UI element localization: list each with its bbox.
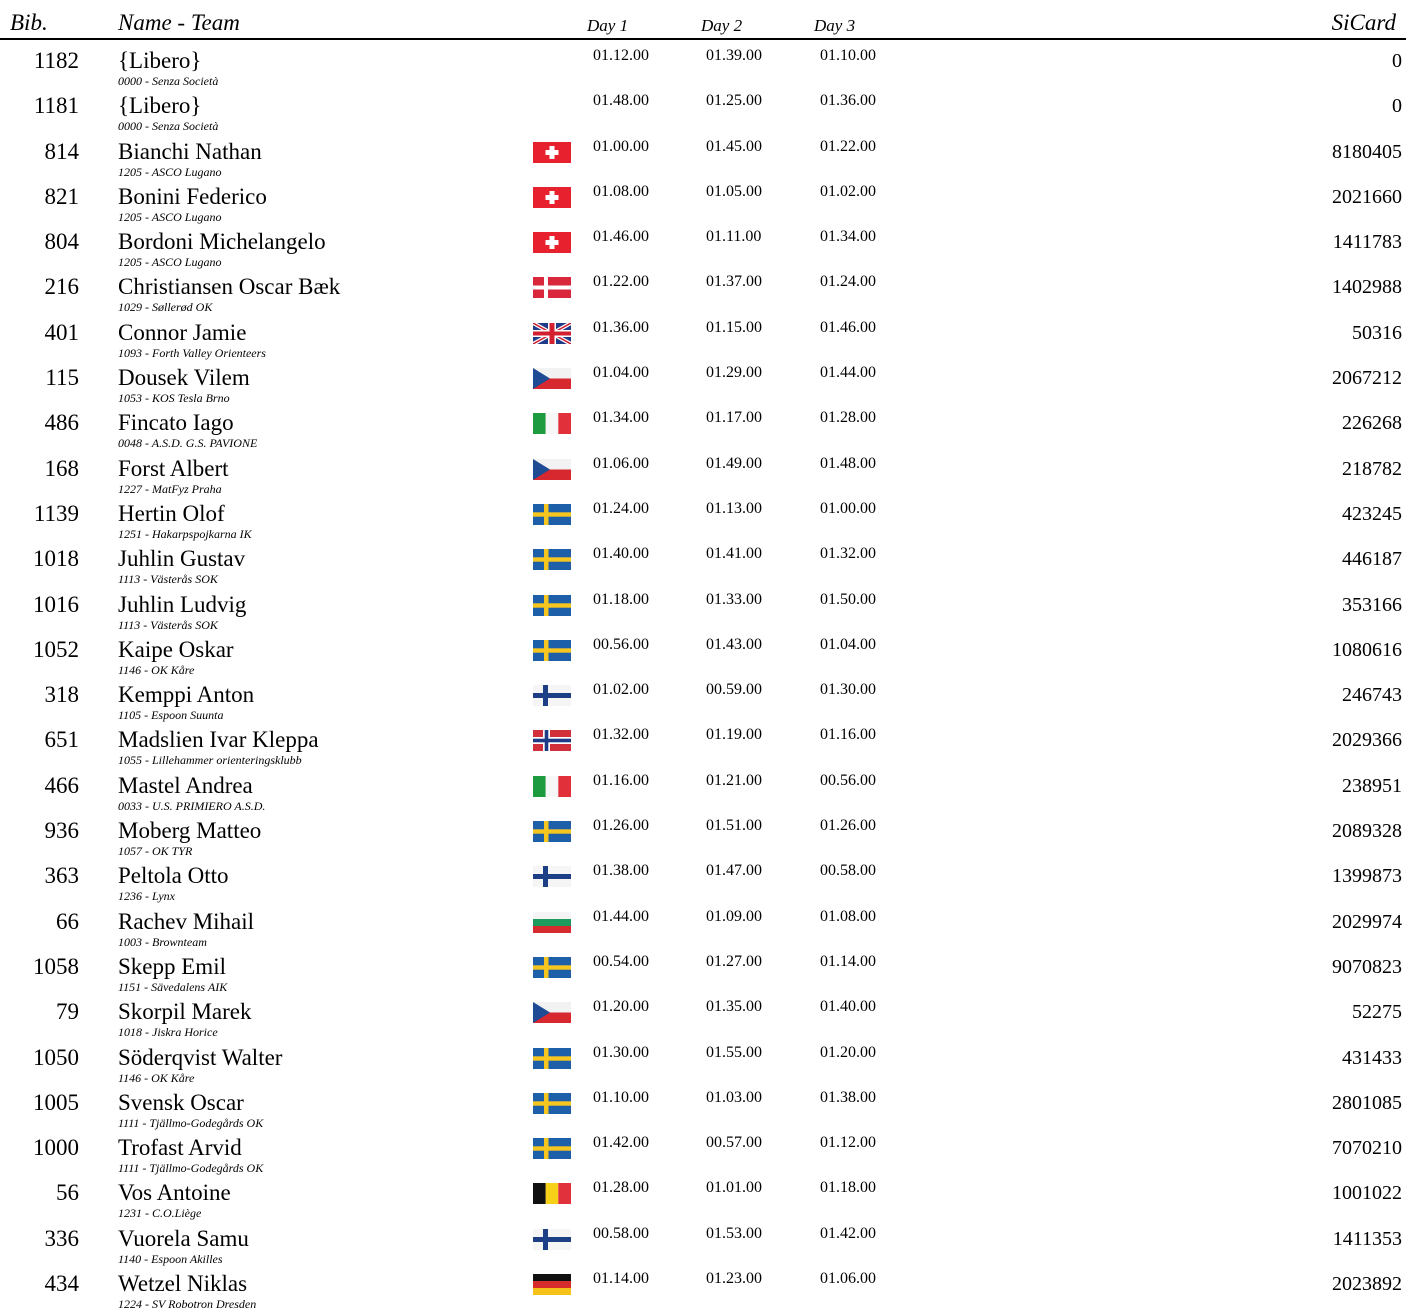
competitor-name: {Libero} [118, 48, 202, 73]
day3-time: 01.08.00 [820, 907, 876, 925]
team-name: 1003 - Brownteam [118, 934, 207, 949]
bib-cell: 115 [45, 365, 79, 391]
swiss-flag-icon [533, 232, 571, 253]
day2-time: 01.41.00 [706, 545, 762, 563]
bib-cell: 1016 [33, 591, 79, 617]
day2-time: 01.15.00 [706, 318, 762, 336]
header-bib: Bib. [10, 10, 48, 35]
day3-time: 01.34.00 [820, 228, 876, 246]
table-header [0, 0, 1406, 40]
day2-time: 01.05.00 [706, 182, 762, 200]
table-row [0, 1220, 1406, 1265]
day3-time: 01.26.00 [820, 817, 876, 835]
day1-time: 01.06.00 [593, 454, 649, 472]
swedish-flag-icon [533, 1093, 571, 1114]
bib-cell: 814 [44, 138, 79, 164]
day2-time: 01.43.00 [706, 635, 762, 653]
table-row [0, 857, 1406, 902]
day1-time: 00.56.00 [593, 635, 649, 653]
competitor-name: Rachev Mihail [118, 908, 255, 934]
bib-cell: 1000 [33, 1135, 79, 1161]
sicard-number: 2801085 [1332, 1091, 1402, 1114]
competitor-name: Juhlin Ludvig [118, 591, 247, 617]
bib-cell: 1050 [33, 1044, 79, 1070]
competitor-name: Kaipe Oskar [118, 636, 234, 662]
day2-time: 01.13.00 [706, 499, 762, 517]
table-row [0, 223, 1406, 268]
day2-time: 01.17.00 [706, 409, 762, 427]
table-row [0, 1084, 1406, 1129]
day1-time: 01.28.00 [593, 1179, 649, 1197]
competitor-name: Skepp Emil [118, 953, 226, 979]
bib-cell: 936 [44, 818, 79, 844]
italian-flag-icon [533, 413, 571, 434]
day2-time: 01.35.00 [706, 998, 762, 1016]
day1-time: 01.46.00 [593, 228, 649, 246]
day1-time: 01.38.00 [593, 862, 649, 880]
day1-time: 01.16.00 [593, 771, 649, 789]
bib-cell: 66 [56, 908, 79, 934]
table-row [0, 495, 1406, 540]
team-name: 1146 - OK Kåre [118, 662, 195, 677]
day3-time: 00.56.00 [820, 771, 876, 789]
day3-time: 01.22.00 [820, 137, 876, 155]
competitor-name: Bianchi Nathan [118, 138, 262, 164]
day3-time: 01.18.00 [820, 1179, 876, 1197]
bib-cell: 1181 [33, 93, 79, 119]
table-row [0, 1174, 1406, 1219]
day3-time: 01.10.00 [820, 47, 876, 64]
table-row [0, 450, 1406, 495]
day3-time: 01.00.00 [820, 499, 876, 517]
table-row [0, 314, 1406, 359]
swedish-flag-icon [533, 1138, 571, 1159]
day3-time: 01.46.00 [820, 318, 876, 336]
competitor-name: Trofast Arvid [118, 1135, 242, 1161]
day1-time: 01.20.00 [593, 998, 649, 1016]
table-row [0, 993, 1406, 1038]
day2-time: 01.21.00 [706, 771, 762, 789]
day1-time: 01.36.00 [593, 318, 649, 336]
day3-time: 01.44.00 [820, 364, 876, 382]
finnish-flag-icon [533, 1229, 571, 1250]
day2-time: 00.57.00 [706, 1134, 762, 1152]
bib-cell: 1018 [33, 546, 79, 572]
sicard-number: 7070210 [1332, 1137, 1402, 1160]
bib-cell: 1005 [33, 1089, 79, 1115]
sicard-number: 2029974 [1332, 910, 1402, 933]
team-name: 1111 - Tjällmo-Godegårds OK [118, 1161, 264, 1176]
team-name: 0033 - U.S. PRIMIERO A.S.D. [118, 798, 266, 813]
team-name: 1140 - Espoon Akilles [118, 1251, 223, 1266]
day3-time: 01.16.00 [820, 726, 876, 744]
bib-cell: 56 [56, 1180, 79, 1206]
sicard-number: 52275 [1352, 1001, 1402, 1024]
sicard-number: 1411353 [1332, 1227, 1402, 1250]
day2-time: 00.59.00 [706, 681, 762, 699]
day1-time: 01.26.00 [593, 817, 649, 835]
sicard-number: 353166 [1342, 593, 1402, 616]
bib-cell: 466 [44, 772, 79, 798]
sicard-number: 1001022 [1332, 1182, 1402, 1205]
czech-flag-icon [533, 459, 571, 480]
competitor-name: Bordoni Michelangelo [118, 229, 326, 255]
competitor-name: Vos Antoine [118, 1180, 231, 1206]
table-row [0, 903, 1406, 948]
day3-time: 01.48.00 [820, 454, 876, 472]
table-row [0, 631, 1406, 676]
competitor-name: Dousek Vilem [118, 365, 250, 391]
finnish-flag-icon [533, 685, 571, 706]
day2-time: 01.11.00 [706, 228, 762, 246]
czech-flag-icon [533, 368, 571, 389]
competitor-name: Moberg Matteo [118, 818, 262, 844]
team-name: 1057 - OK TYR [118, 844, 193, 859]
team-name: 1227 - MatFyz Praha [118, 481, 222, 496]
sicard-number: 2089328 [1332, 820, 1402, 843]
bib-cell: 434 [44, 1271, 79, 1297]
header-day3: Day 3 [814, 16, 856, 35]
bib-cell: 318 [44, 682, 79, 708]
team-name: 1151 - Sävedalens AIK [118, 979, 228, 994]
team-name: 1093 - Forth Valley Orienteers [118, 345, 266, 360]
day2-time: 01.53.00 [706, 1224, 762, 1242]
day3-time: 00.58.00 [820, 862, 876, 880]
competitor-name: Fincato Iago [118, 410, 234, 436]
competitor-name: Mastel Andrea [118, 772, 253, 798]
bib-cell: 1058 [33, 953, 79, 979]
sicard-number: 238951 [1342, 774, 1402, 797]
team-name: 1018 - Jiskra Horice [118, 1025, 218, 1040]
competitor-name: Wetzel Niklas [118, 1271, 248, 1297]
table-row [0, 87, 1406, 132]
day1-time: 01.18.00 [593, 590, 649, 608]
day3-time: 01.14.00 [820, 952, 876, 970]
bulgarian-flag-icon [533, 912, 571, 933]
day2-time: 01.19.00 [706, 726, 762, 744]
bib-cell: 336 [44, 1225, 79, 1251]
day3-time: 01.28.00 [820, 409, 876, 427]
bib-cell: 821 [44, 183, 79, 209]
day1-time: 00.54.00 [593, 952, 649, 970]
competitor-name: Forst Albert [118, 455, 229, 481]
team-name: 1236 - Lynx [118, 889, 175, 904]
day1-time: 01.44.00 [593, 907, 649, 925]
competitor-name: Kemppi Anton [118, 682, 255, 708]
team-name: 1113 - Västerås SOK [118, 617, 218, 632]
competitor-name: Bonini Federico [118, 183, 267, 209]
team-name: 1251 - Hakarpspojkarna IK [118, 526, 252, 541]
team-name: 0000 - Senza Società [118, 74, 219, 88]
swedish-flag-icon [533, 821, 571, 842]
day2-time: 01.51.00 [706, 817, 762, 835]
bib-cell: 486 [44, 410, 79, 436]
team-name: 1224 - SV Robotron Dresden [118, 1297, 257, 1312]
team-name: 1205 - ASCO Lugano [118, 255, 222, 270]
day3-time: 01.24.00 [820, 273, 876, 291]
bib-cell: 651 [44, 727, 79, 753]
header-sicard: SiCard [1331, 10, 1396, 35]
competitor-name: Peltola Otto [118, 863, 229, 889]
day3-time: 01.12.00 [820, 1134, 876, 1152]
table-row [0, 721, 1406, 766]
table-row [0, 676, 1406, 721]
day2-time: 01.03.00 [706, 1088, 762, 1106]
sicard-number: 423245 [1342, 502, 1402, 525]
team-name: 0048 - A.S.D. G.S. PAVIONE [118, 436, 258, 451]
sicard-number: 1080616 [1332, 638, 1402, 661]
sicard-number: 1399873 [1332, 865, 1402, 888]
team-name: 1146 - OK Kåre [118, 1070, 195, 1085]
day2-time: 01.29.00 [706, 364, 762, 382]
team-name: 1113 - Västerås SOK [118, 572, 218, 587]
table-row [0, 359, 1406, 404]
day2-time: 01.23.00 [706, 1270, 762, 1288]
sicard-number: 50316 [1352, 321, 1402, 344]
sicard-number: 2029366 [1332, 729, 1402, 752]
team-name: 1111 - Tjällmo-Godegårds OK [118, 1115, 264, 1130]
swedish-flag-icon [533, 595, 571, 616]
day2-time: 01.39.00 [706, 47, 762, 64]
table-row [0, 586, 1406, 631]
team-name: 1055 - Lillehammer orienteringsklubb [118, 753, 302, 768]
bib-cell: 804 [44, 229, 79, 255]
swedish-flag-icon [533, 957, 571, 978]
day1-time: 01.22.00 [593, 273, 649, 291]
sicard-number: 9070823 [1332, 955, 1402, 978]
sicard-number: 1402988 [1332, 276, 1402, 299]
danish-flag-icon [533, 277, 571, 298]
table-row [0, 767, 1406, 812]
sicard-number: 226268 [1342, 412, 1402, 435]
competitor-name: Svensk Oscar [118, 1089, 244, 1115]
table-row [0, 268, 1406, 313]
team-name: 1105 - Espoon Suunta [118, 708, 224, 723]
table-row [0, 540, 1406, 585]
sicard-number: 2067212 [1332, 367, 1402, 390]
day2-time: 01.55.00 [706, 1043, 762, 1061]
swedish-flag-icon [533, 504, 571, 525]
day2-time: 01.49.00 [706, 454, 762, 472]
day2-time: 01.33.00 [706, 590, 762, 608]
day1-time: 01.48.00 [593, 92, 649, 110]
day1-time: 01.30.00 [593, 1043, 649, 1061]
norwegian-flag-icon [533, 730, 571, 751]
team-name: 1205 - ASCO Lugano [118, 209, 222, 224]
day3-time: 01.02.00 [820, 182, 876, 200]
bib-cell: 168 [44, 455, 79, 481]
table-row [0, 1265, 1406, 1310]
sicard-number: 0 [1392, 50, 1402, 72]
competitor-name: Christiansen Oscar Bæk [118, 274, 341, 300]
bib-cell: 1052 [33, 636, 79, 662]
competitor-name: Söderqvist Walter [118, 1044, 283, 1070]
day1-time: 01.34.00 [593, 409, 649, 427]
sicard-number: 2023892 [1332, 1273, 1402, 1296]
bib-cell: 363 [44, 863, 79, 889]
table-row [0, 133, 1406, 178]
competitor-name: Connor Jamie [118, 319, 247, 345]
bib-cell: 79 [56, 999, 79, 1025]
competitor-name: Hertin Olof [118, 500, 225, 526]
sicard-number: 218782 [1342, 457, 1402, 480]
finnish-flag-icon [533, 866, 571, 887]
competitor-name: Skorpil Marek [118, 999, 252, 1025]
bib-cell: 401 [44, 319, 79, 345]
table-row [0, 178, 1406, 223]
day1-time: 00.58.00 [593, 1224, 649, 1242]
sicard-number: 2021660 [1332, 185, 1402, 208]
sicard-number: 8180405 [1332, 140, 1402, 163]
swedish-flag-icon [533, 549, 571, 570]
day1-time: 01.42.00 [593, 1134, 649, 1152]
day1-time: 01.24.00 [593, 499, 649, 517]
day3-time: 01.20.00 [820, 1043, 876, 1061]
header-day1: Day 1 [587, 16, 629, 35]
day1-time: 01.40.00 [593, 545, 649, 563]
day3-time: 01.32.00 [820, 545, 876, 563]
day1-time: 01.08.00 [593, 182, 649, 200]
sicard-number: 446187 [1342, 548, 1402, 571]
belgian-flag-icon [533, 1183, 571, 1204]
czech-flag-icon [533, 1002, 571, 1023]
team-name: 1029 - Søllerød OK [118, 300, 213, 315]
team-name: 1231 - C.O.Liège [118, 1206, 202, 1221]
table-row [0, 812, 1406, 857]
swedish-flag-icon [533, 640, 571, 661]
bib-cell: 216 [44, 274, 79, 300]
team-name: 1053 - KOS Tesla Brno [118, 391, 230, 406]
swedish-flag-icon [533, 1048, 571, 1069]
day2-time: 01.09.00 [706, 907, 762, 925]
day1-time: 01.14.00 [593, 1270, 649, 1288]
day2-time: 01.25.00 [706, 92, 762, 110]
competitor-name: {Libero} [118, 93, 202, 119]
day2-time: 01.47.00 [706, 862, 762, 880]
german-flag-icon [533, 1274, 571, 1295]
sicard-number: 0 [1392, 95, 1402, 118]
day1-time: 01.32.00 [593, 726, 649, 744]
team-name: 0000 - Senza Società [118, 119, 219, 134]
day3-time: 01.30.00 [820, 681, 876, 699]
table-row [0, 948, 1406, 993]
day2-time: 01.01.00 [706, 1179, 762, 1197]
day3-time: 01.38.00 [820, 1088, 876, 1106]
header-day2: Day 2 [701, 16, 743, 35]
day3-time: 01.04.00 [820, 635, 876, 653]
header-rule [0, 38, 1406, 40]
table-row [0, 404, 1406, 449]
day2-time: 01.45.00 [706, 137, 762, 155]
day3-time: 01.42.00 [820, 1224, 876, 1242]
italian-flag-icon [533, 776, 571, 797]
team-name: 1205 - ASCO Lugano [118, 164, 222, 179]
swiss-flag-icon [533, 187, 571, 208]
day1-time: 01.12.00 [593, 47, 649, 64]
day1-time: 01.10.00 [593, 1088, 649, 1106]
competitor-name: Juhlin Gustav [118, 546, 246, 572]
bib-cell: 1139 [33, 500, 79, 526]
day1-time: 01.00.00 [593, 137, 649, 155]
table-row [0, 1039, 1406, 1084]
day1-time: 01.04.00 [593, 364, 649, 382]
competitor-name: Vuorela Samu [118, 1225, 249, 1251]
uk-flag-icon [533, 323, 571, 344]
table-row [0, 1129, 1406, 1174]
day3-time: 01.36.00 [820, 92, 876, 110]
sicard-number: 246743 [1342, 684, 1402, 707]
day3-time: 01.06.00 [820, 1270, 876, 1288]
day2-time: 01.37.00 [706, 273, 762, 291]
table-row [0, 42, 1406, 87]
competitor-name: Madslien Ivar Kleppa [118, 727, 319, 753]
day1-time: 01.02.00 [593, 681, 649, 699]
sicard-number: 1411783 [1332, 231, 1402, 254]
day3-time: 01.50.00 [820, 590, 876, 608]
bib-cell: 1182 [33, 48, 79, 73]
swiss-flag-icon [533, 142, 571, 163]
header-name-team: Name - Team [118, 10, 240, 35]
day3-time: 01.40.00 [820, 998, 876, 1016]
day2-time: 01.27.00 [706, 952, 762, 970]
sicard-number: 431433 [1342, 1046, 1402, 1069]
results-table [0, 42, 1406, 1310]
